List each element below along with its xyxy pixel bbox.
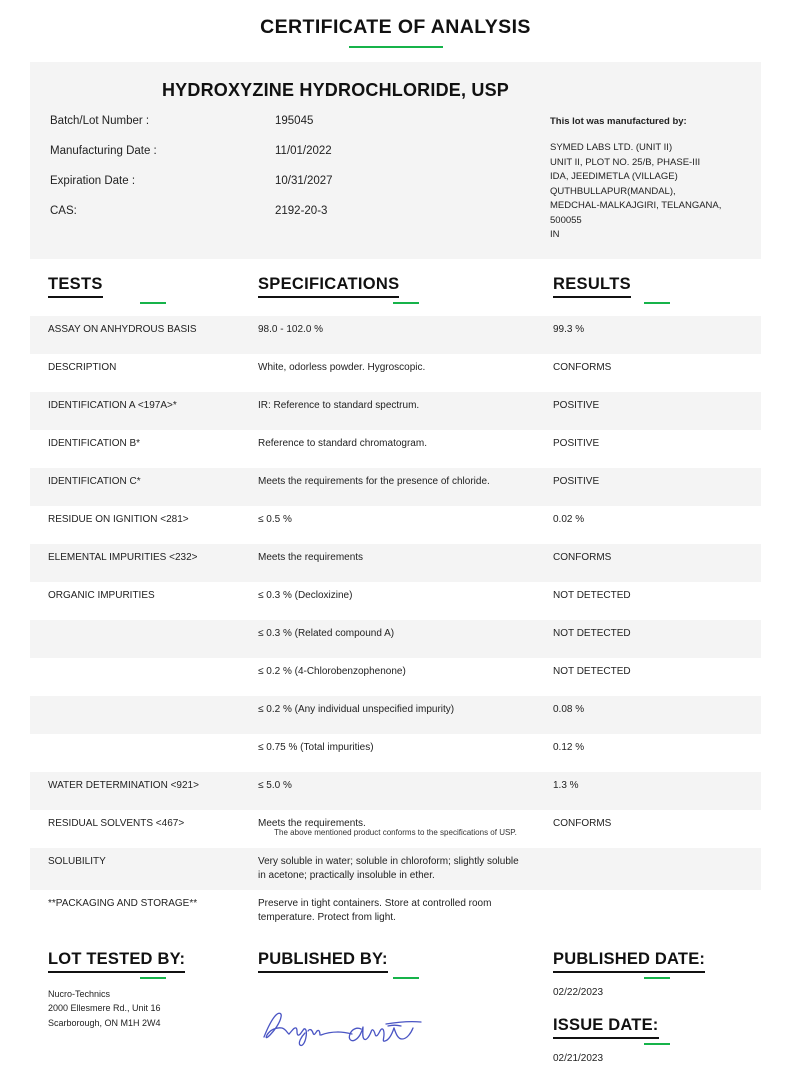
cell-specification (258, 437, 553, 452)
cell-result: NOT DETECTED (553, 589, 631, 601)
specification-line: Very soluble in water; soluble in chloroform; slightly soluble (258, 855, 519, 867)
specification-line: ≤ 0.3 % (Related compound A) (258, 627, 395, 639)
published-by-block (258, 950, 553, 1058)
cell-specification (258, 741, 553, 756)
cell-specification (258, 855, 553, 884)
cell-test-name: IDENTIFICATION C* (48, 475, 141, 487)
table-row (30, 582, 761, 620)
issue-date-value: 02/21/2023 (553, 1052, 604, 1064)
column-header-results-label: RESULTS (553, 275, 631, 298)
title-accent-bar (349, 46, 443, 48)
table-row (30, 316, 761, 354)
cell-test-name: IDENTIFICATION A <197A>* (48, 399, 177, 411)
cell-specification (258, 323, 553, 338)
cell-test-name: ELEMENTAL IMPURITIES <232> (48, 551, 198, 563)
info-columns (30, 115, 761, 243)
column-header-specifications (258, 275, 553, 312)
expiration-date-label: Expiration Date : (50, 175, 136, 187)
cell-result: 0.08 % (553, 703, 585, 715)
certificate-footer (30, 950, 761, 1082)
table-row (30, 354, 761, 392)
batch-value: 195045 (275, 115, 314, 127)
lab-address-line: Scarborough, ON M1H 2W4 (48, 1018, 161, 1029)
specification-line: Meets the requirements. (258, 817, 366, 829)
manufacturer-address-line: SYMED LABS LTD. (UNIT II) (550, 142, 673, 154)
dates-block (553, 950, 761, 1082)
table-row (30, 506, 761, 544)
table-row (30, 772, 761, 810)
published-by-accent-bar (393, 977, 419, 979)
table-row (30, 696, 761, 734)
product-name: HYDROXYZINE HYDROCHLORIDE, USP (161, 80, 510, 100)
specification-line: Preserve in tight containers. Store at controlled room (258, 897, 492, 909)
info-field-list (30, 115, 550, 217)
manufacturer-address (550, 141, 747, 242)
cell-result: POSITIVE (553, 475, 600, 487)
lot-tested-by-heading: LOT TESTED BY: (48, 950, 185, 973)
cell-specification (258, 703, 553, 718)
manufacturer-heading: This lot was manufactured by: (550, 116, 687, 127)
cell-result: CONFORMS (553, 817, 612, 829)
published-date-heading: PUBLISHED DATE: (553, 950, 705, 973)
signature-image (258, 1001, 433, 1053)
published-by-heading: PUBLISHED BY: (258, 950, 388, 973)
column-header-tests (30, 275, 258, 312)
product-info-panel (30, 62, 761, 259)
lot-tested-by-address (48, 987, 258, 1032)
table-column-headers (30, 269, 761, 316)
info-row-batch (50, 115, 550, 127)
specification-line: ≤ 0.75 % (Total impurities) (258, 741, 374, 753)
lot-tested-by-accent-bar (140, 977, 166, 979)
cell-result: 99.3 % (553, 323, 585, 335)
batch-label: Batch/Lot Number : (50, 115, 150, 127)
cell-result: CONFORMS (553, 361, 612, 373)
specification-line: 98.0 - 102.0 % (258, 323, 324, 335)
cell-specification (258, 897, 553, 926)
expiration-date-value: 10/31/2027 (275, 175, 333, 187)
manufacturer-address-line: UNIT II, PLOT NO. 25/B, PHASE-III (550, 156, 701, 168)
cell-result: POSITIVE (553, 399, 600, 411)
specification-line: temperature. Protect from light. (258, 912, 396, 923)
manufacturing-date-value: 11/01/2022 (275, 145, 332, 157)
published-date-accent-bar (644, 977, 670, 979)
table-row (30, 848, 761, 890)
column-header-results (553, 275, 761, 312)
page-title: CERTIFICATE OF ANALYSIS (260, 16, 531, 38)
cell-test-name: **PACKAGING AND STORAGE** (48, 897, 198, 909)
table-row (30, 734, 761, 772)
cell-test-name: RESIDUAL SOLVENTS <467> (48, 817, 185, 829)
tests-accent-bar (140, 302, 166, 304)
table-row (30, 430, 761, 468)
manufacturer-block (550, 115, 761, 243)
table-row (30, 658, 761, 696)
specification-line: Meets the requirements (258, 551, 364, 563)
specification-line: White, odorless powder. Hygroscopic. (258, 361, 426, 373)
cell-test-name: ASSAY ON ANHYDROUS BASIS (48, 323, 197, 335)
table-body (30, 316, 761, 932)
table-row (30, 392, 761, 430)
specification-line: Reference to standard chromatogram. (258, 437, 427, 449)
cell-test-name: WATER DETERMINATION <921> (48, 779, 199, 791)
cell-test-name: RESIDUE ON IGNITION <281> (48, 513, 189, 525)
cell-specification (258, 399, 553, 414)
document-title-block (0, 0, 791, 48)
cell-result: CONFORMS (553, 551, 612, 563)
published-date-value: 02/22/2023 (553, 986, 604, 998)
info-row-expiration-date (50, 175, 550, 187)
specification-line: ≤ 0.2 % (4-Chlorobenzophenone) (258, 665, 406, 677)
cell-specification (258, 513, 553, 528)
results-accent-bar (644, 302, 670, 304)
column-header-tests-label: TESTS (48, 275, 103, 298)
manufacturer-address-line: QUTHBULLAPUR(MANDAL), (550, 185, 676, 197)
issue-date-heading: ISSUE DATE: (553, 1016, 659, 1039)
issue-date-accent-bar (644, 1043, 670, 1045)
cell-test-name: IDENTIFICATION B* (48, 437, 141, 449)
manufacturing-date-label: Manufacturing Date : (50, 145, 157, 157)
cell-result: 0.02 % (553, 513, 585, 525)
cell-specification (258, 551, 553, 566)
cell-specification (258, 589, 553, 604)
cell-result: 0.12 % (553, 741, 585, 753)
manufacturer-address-line: IDA, JEEDIMETLA (VILLAGE) (550, 171, 678, 183)
specification-line: ≤ 0.3 % (Decloxizine) (258, 589, 353, 601)
specification-line: IR: Reference to standard spectrum. (258, 399, 420, 411)
table-row (30, 620, 761, 658)
lab-address-line: 2000 Ellesmere Rd., Unit 16 (48, 1003, 161, 1014)
info-row-manufacturing-date (50, 145, 550, 157)
cell-test-name: SOLUBILITY (48, 855, 106, 867)
cell-specification (258, 627, 553, 642)
specification-line: in acetone; practically insoluble in ether. (258, 870, 435, 881)
cell-specification (258, 361, 553, 376)
specification-line: Meets the requirements for the presence of chloride. (258, 475, 490, 487)
lot-tested-by-block (30, 950, 258, 1032)
manufacturer-address-line: 500055 (550, 214, 582, 226)
specification-line: ≤ 5.0 % (258, 779, 292, 791)
cell-result: 1.3 % (553, 779, 579, 791)
info-row-cas (50, 205, 550, 217)
cas-value: 2192-20-3 (275, 205, 328, 217)
cell-specification (258, 475, 553, 490)
specification-line: ≤ 0.2 % (Any individual unspecified impurity) (258, 703, 455, 715)
cell-test-name: ORGANIC IMPURITIES (48, 589, 155, 601)
manufacturer-address-line: MEDCHAL-MALKAJGIRI, TELANGANA, (550, 200, 722, 212)
cell-specification (258, 779, 553, 794)
footer-disclaimer: The above mentioned product conforms to the specifications of USP. (274, 828, 517, 837)
specification-line: ≤ 0.5 % (258, 513, 292, 525)
specifications-accent-bar (393, 302, 419, 304)
cell-specification (258, 665, 553, 680)
manufacturer-address-line: IN (550, 229, 560, 241)
cell-test-name: DESCRIPTION (48, 361, 117, 373)
cell-result: NOT DETECTED (553, 665, 631, 677)
lab-address-line: Nucro-Technics (48, 988, 111, 999)
cas-label: CAS: (50, 205, 77, 217)
table-row (30, 544, 761, 582)
table-row (30, 468, 761, 506)
table-row (30, 890, 761, 932)
cell-result: POSITIVE (553, 437, 600, 449)
cell-result: NOT DETECTED (553, 627, 631, 639)
column-header-specifications-label: SPECIFICATIONS (258, 275, 399, 298)
